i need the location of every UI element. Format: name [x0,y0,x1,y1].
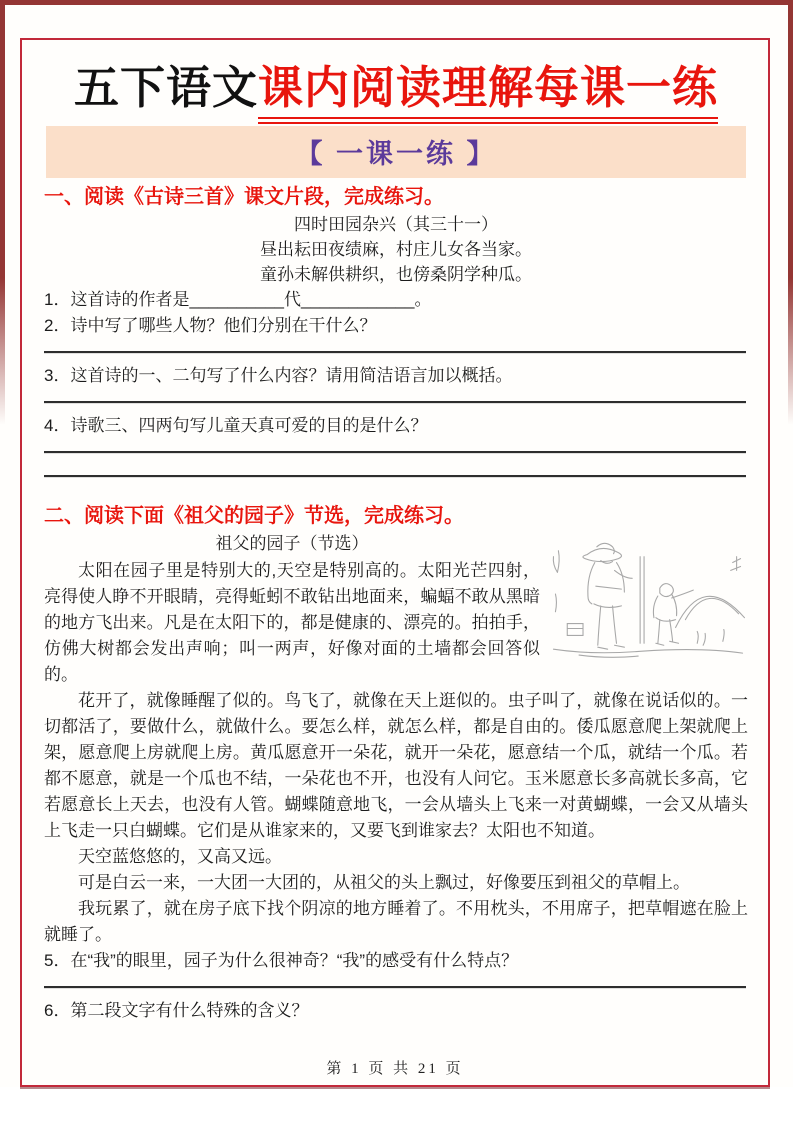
passage-paragraph: 花开了，就像睡醒了似的。鸟飞了，就像在天上逛似的。虫子叫了，就像在说话似的。一切都活了，要做什么，就做什么。要怎么样，就怎么样，都是自由的。倭瓜愿意爬上架就爬上架，愿意爬上房就爬上房。黄瓜愿意开一朵花，就开一朵花，愿意结一个瓜，就结一个瓜。若都不愿意，就是一个瓜也不结，一朵花也不开，也没有人问它。玉米愿意长多高就长多高，它若愿意长上天去，也没有人管。蝴蝶随意地飞，一会从墙头上飞来一对黄蝴蝶，一会又从墙头上飞走一只白蝴蝶。它们是从谁家来的，又要飞到谁家去？太阳也不知道。 [44,691,748,841]
question-5: 5．在“我”的眼里，园子为什么很神奇？“我”的感受有什么特点？ [44,951,519,971]
passage-paragraph: 天空蓝悠悠的，又高又远。 [78,847,282,867]
lesson-practice-banner [46,126,746,178]
section1-heading: 一、阅读《古诗三首》课文片段，完成练习。 [44,186,444,209]
passage-title: 祖父的园子（节选） [215,534,369,554]
passage-paragraph: 可是白云一来，一大团一大团的，从祖父的头上飘过，好像要压到祖父的草帽上。 [78,873,690,893]
grandfather-garden-sketch-illustration [548,533,748,661]
title-red-part: 课内阅读理解每课一练 [258,62,718,124]
title-black-part: 五下语文 [73,62,258,113]
poem-title: 四时田园杂兴（其三十一） [294,215,498,235]
answer-blank-line [44,475,746,477]
passage-paragraph: 我玩累了，就在房子底下找个阴凉的地方睡着了。不用枕头，不用席子，把草帽遮在脸上就睡了。 [44,899,748,945]
question-2: 2．诗中写了哪些人物？他们分别在干什么？ [44,316,377,336]
question-4: 4．诗歌三、四两句写儿童天真可爱的目的是什么？ [44,416,428,436]
question-1: 1．这首诗的作者是__________代____________。 [44,290,432,310]
question-3: 3．这首诗的一、二句写了什么内容？请用简洁语言加以概括。 [44,366,513,386]
page-edge-right [788,5,793,425]
poem-block [44,212,748,287]
banner-label: 【 一课一练 】 [295,139,497,170]
answer-blank-line [44,986,746,988]
page-number-footer: 第 1 页 共 21 页 [326,1061,464,1077]
reading-passage [44,531,748,948]
passage-paragraph: 太阳在园子里是特别大的,天空是特别高的。太阳光芒四射，亮得使人睁不开眼睛，亮得蚯蚓不敢钻出地面来，蝙蝠不敢从黑暗的地方飞出来。凡是在太阳下的，都是健康的、漂亮的。拍拍手，仿佛大树都会发出声响；叫一两声，好像对面的土墙都会回答似的。 [44,561,540,685]
page-frame [20,38,770,1087]
answer-blank-line [44,451,746,453]
poem-line: 童孙未解供耕织，也傍桑阴学种瓜。 [260,265,532,285]
page-edge-left [0,5,5,425]
page-content [22,40,768,1024]
page-title [44,62,748,114]
section2-heading: 二、阅读下面《祖父的园子》节选，完成练习。 [44,505,464,528]
question-6: 6．第二段文字有什么特殊的含义？ [44,1001,309,1021]
answer-blank-line [44,401,746,403]
answer-blank-line [44,351,746,353]
poem-line: 昼出耘田夜绩麻，村庄儿女各当家。 [260,240,532,260]
